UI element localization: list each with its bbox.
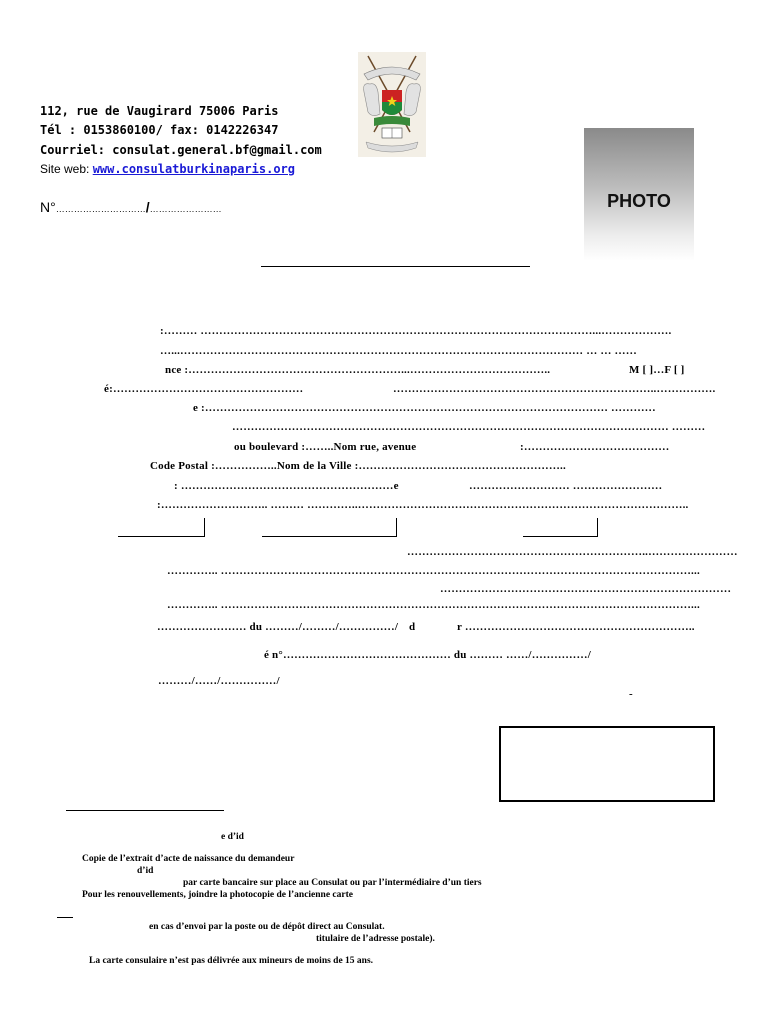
dash-mark: - bbox=[629, 688, 633, 700]
note-8: La carte consulaire n’est pas délivrée aux mineurs de moins de 15 ans. bbox=[89, 956, 374, 966]
note-5: Pour les renouvellements, joindre la photocopie de l’ancienne carte bbox=[82, 890, 353, 900]
signature-box[interactable] bbox=[499, 726, 715, 802]
file-number bbox=[40, 199, 222, 215]
gender-checkboxes[interactable]: M [ ]…F [ ] bbox=[629, 364, 685, 376]
notes-short-rule bbox=[57, 917, 73, 918]
photo-label: PHOTO bbox=[607, 191, 671, 211]
document-date-field[interactable]: …………………… du ………/………/……………/ bbox=[157, 621, 399, 633]
bracket-rule-1 bbox=[118, 518, 205, 537]
form-line-14[interactable]: ………….. ………………………………………………………………………………………………………………... bbox=[167, 599, 700, 611]
street-field[interactable]: ou boulevard :……..Nom rue, avenue bbox=[234, 441, 417, 453]
photo-placeholder[interactable] bbox=[584, 128, 694, 261]
file-number-label: N° bbox=[40, 199, 56, 215]
note-3: d’id bbox=[137, 866, 154, 876]
form-line-6[interactable]: ……………………………………………………………………………………………………… ……… bbox=[232, 421, 706, 433]
form-line-15b: d bbox=[409, 621, 416, 633]
form-line-9b[interactable]: ……………………… …………………… bbox=[469, 480, 663, 492]
date-field[interactable]: ………/……/……………/ bbox=[158, 675, 280, 687]
website-label: Site web: bbox=[40, 162, 93, 176]
notes-rule bbox=[66, 810, 224, 811]
form-line-10[interactable]: :……………………….. ……… …………..…………………………………………………………………………….. bbox=[157, 499, 689, 511]
note-4: par carte bancaire sur place au Consulat ou par l’intermédiaire d’un tiers bbox=[183, 878, 482, 888]
form-line-5[interactable]: e :……………………………………………………………………………………………… ………… bbox=[193, 402, 656, 414]
form-line-4b[interactable]: ……………………………………………………………..……………. bbox=[393, 383, 716, 395]
consulate-email: Courriel: consulat.general.bf@gmail.com bbox=[40, 143, 322, 157]
street-field-b[interactable]: :………………………………… bbox=[520, 441, 670, 453]
website-link[interactable]: www.consulatburkinaparis.org bbox=[92, 162, 295, 176]
bracket-rule-3 bbox=[523, 518, 598, 537]
title-underline bbox=[261, 266, 530, 267]
note-6: en cas d’envoi par la poste ou de dépôt direct au Consulat. bbox=[149, 922, 385, 932]
file-number-dots: ………………………… bbox=[55, 204, 146, 214]
bracket-rule-2 bbox=[262, 518, 397, 537]
form-line-1[interactable]: :……… ……………………………………………………………………………………………...………………. bbox=[160, 325, 672, 337]
consulate-website bbox=[40, 162, 295, 176]
form-line-3[interactable]: nce :…………………………………………………...……………………………….. bbox=[165, 364, 551, 376]
file-number-dots-2: …………………… bbox=[149, 204, 222, 214]
document-number-field[interactable]: é n°……………………………………… du ……… ……/……………/ bbox=[264, 649, 591, 661]
note-1: e d’id bbox=[221, 832, 244, 842]
note-2: Copie de l’extrait d’acte de naissance du demandeur bbox=[82, 854, 295, 864]
form-line-4[interactable]: é:…………………………………………… bbox=[104, 383, 304, 395]
form-line-2[interactable]: …...……………………………………………………………………………………………… … … …… bbox=[160, 345, 637, 357]
form-line-9[interactable]: : …………………………………………………e bbox=[174, 480, 399, 492]
consulate-address: 112, rue de Vaugirard 75006 Paris bbox=[40, 104, 279, 118]
form-line-12[interactable]: ………….. ………………………………………………………………………………………………………………... bbox=[167, 565, 700, 577]
consulate-phone-fax: Tél : 0153860100/ fax: 0142226347 bbox=[40, 123, 279, 137]
form-line-15c[interactable]: r …………………………………………………….. bbox=[457, 621, 695, 633]
file-number-separator: / bbox=[145, 199, 150, 215]
postal-city-field[interactable]: Code Postal :……………..Nom de la Ville :……………………………………………….. bbox=[150, 460, 566, 472]
note-7: titulaire de l’adresse postale). bbox=[316, 934, 435, 944]
form-line-11[interactable]: ………………………………………………………..…………………… bbox=[407, 546, 738, 558]
coat-of-arms-emblem bbox=[358, 52, 426, 157]
form-line-13[interactable]: …………………………………………………………………… bbox=[440, 583, 732, 595]
